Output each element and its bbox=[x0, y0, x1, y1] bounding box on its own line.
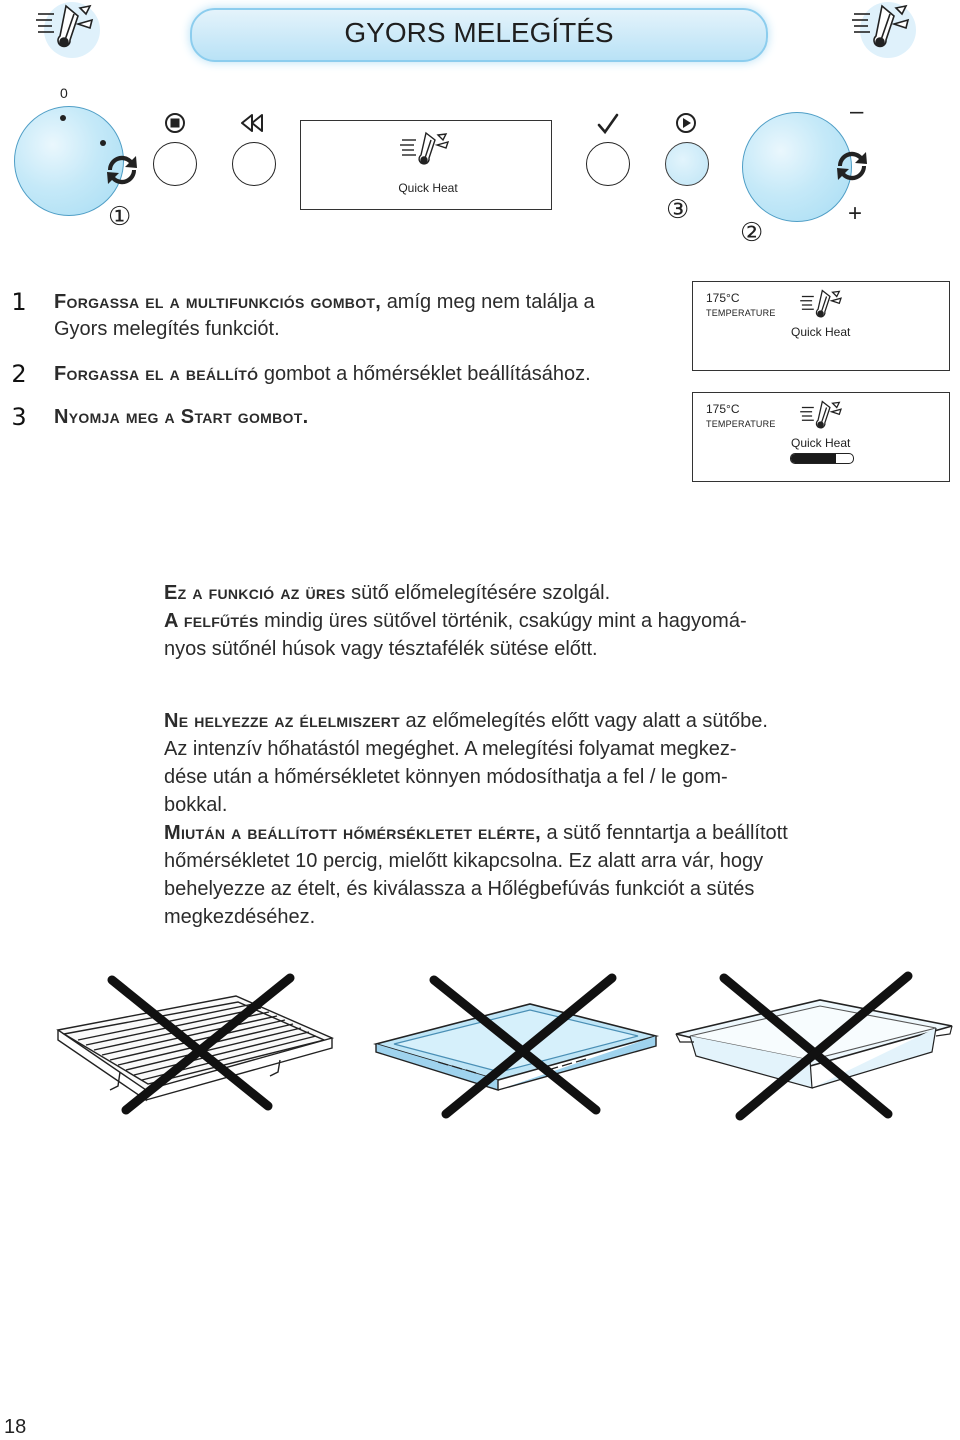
para3-line3: behelyezze az ételt, és kiválassza a Hőlégbefúvás funkciót a sütés bbox=[164, 878, 755, 900]
step-1-lead: Forgassa el a multifunkciós gombot, bbox=[54, 291, 382, 313]
mini-display-2-caption: Quick Heat bbox=[791, 436, 851, 450]
step-marker-3: ③ bbox=[666, 195, 690, 225]
step-number-3: 3 bbox=[6, 404, 32, 430]
para1-line1-lead: Ez a funkció az üres bbox=[164, 582, 346, 604]
step-1-text bbox=[54, 289, 654, 343]
para1-line1-rest: sütő előmelegítésére szolgál. bbox=[351, 582, 611, 604]
confirm-button[interactable] bbox=[586, 142, 630, 186]
mini-display-2-temperature: 175°C bbox=[706, 402, 740, 416]
step-marker-1: ① bbox=[108, 202, 132, 232]
para2-line4: bokkal. bbox=[164, 794, 228, 816]
thermometer-fan-icon-right bbox=[848, 0, 928, 60]
quick-heat-icon bbox=[800, 399, 848, 433]
step-marker-2: ② bbox=[740, 218, 764, 248]
plus-sign: + bbox=[848, 200, 863, 227]
minus-sign: – bbox=[850, 98, 864, 125]
step-number-1: 1 bbox=[6, 289, 32, 315]
para2-line1-lead: Ne helyezze az élelmiszert bbox=[164, 710, 400, 732]
step-3-lead: Nyomja meg a Start gombot. bbox=[54, 406, 309, 428]
mini-display-1-label: TEMPERATURE bbox=[706, 308, 776, 318]
para3-line4: megkezdéséhez. bbox=[164, 906, 316, 928]
wire-rack-crossed-illustration bbox=[50, 968, 340, 1118]
step-3-text bbox=[54, 404, 654, 431]
deep-pan-crossed-illustration bbox=[670, 970, 958, 1122]
thermometer-fan-icon-left bbox=[32, 0, 112, 60]
para1-line2-rest: mindig üres sütővel történik, csakúgy mint a hagyomá- bbox=[264, 610, 747, 632]
check-icon bbox=[596, 112, 620, 136]
page-number: 18 bbox=[4, 1416, 27, 1438]
step-2-text bbox=[54, 361, 654, 388]
para1-line3: nyos sütőnél húsok vagy tésztafélék sütése előtt. bbox=[164, 638, 598, 660]
rotate-arrows-icon bbox=[102, 150, 142, 190]
baking-tray-crossed-illustration bbox=[368, 970, 660, 1120]
mini-display-1-caption: Quick Heat bbox=[791, 325, 851, 339]
para2-line1-rest: az előmelegítés előtt vagy alatt a sütőbe. bbox=[405, 710, 768, 732]
para3-line1-rest: a sütő fenntartja a beállított bbox=[546, 822, 788, 844]
step-1-rest: amíg meg nem találja a bbox=[386, 291, 595, 313]
step-number-2: 2 bbox=[6, 361, 32, 387]
stop-button[interactable] bbox=[153, 142, 197, 186]
back-button[interactable] bbox=[232, 142, 276, 186]
progress-bar bbox=[790, 453, 854, 464]
quick-heat-icon bbox=[800, 288, 848, 322]
stop-icon bbox=[164, 112, 186, 134]
rotate-arrows-icon bbox=[832, 146, 872, 186]
play-icon bbox=[675, 112, 697, 134]
start-button[interactable] bbox=[665, 142, 709, 186]
para3-line1-lead: Miután a beállított hőmérsékletet elérte, bbox=[164, 822, 541, 844]
progress-bar-fill bbox=[791, 454, 836, 463]
paragraph-2 bbox=[164, 707, 844, 819]
step-2-rest: gombot a hőmérséklet beállításához. bbox=[263, 363, 591, 385]
knob-indicator-dot bbox=[60, 115, 66, 121]
para1-line2-lead: A felfűtés bbox=[164, 610, 259, 632]
paragraph-1 bbox=[164, 579, 844, 663]
quick-heat-icon bbox=[400, 130, 456, 170]
para3-line2: hőmérsékletet 10 percig, mielőtt kikapcsolna. Ez alatt arra vár, hogy bbox=[164, 850, 764, 872]
rewind-icon bbox=[238, 112, 266, 134]
mini-display-1-temperature: 175°C bbox=[706, 291, 740, 305]
knob-zero-label: 0 bbox=[60, 85, 68, 101]
display-caption: Quick Heat bbox=[398, 181, 458, 195]
mini-display-2-label: TEMPERATURE bbox=[706, 419, 776, 429]
para2-line2: Az intenzív hőhatástól megéghet. A melegítési folyamat megkez- bbox=[164, 738, 737, 760]
step-1-rest2: Gyors melegítés funkciót. bbox=[54, 318, 280, 340]
paragraph-3 bbox=[164, 819, 844, 931]
knob-indicator-dot bbox=[100, 140, 106, 146]
step-2-lead: Forgassa el a beállító bbox=[54, 363, 259, 385]
page-title: GYORS MELEGÍTÉS bbox=[344, 17, 614, 48]
para2-line3: dése után a hőmérsékletet könnyen módosíthatja a fel / le gom- bbox=[164, 766, 728, 788]
